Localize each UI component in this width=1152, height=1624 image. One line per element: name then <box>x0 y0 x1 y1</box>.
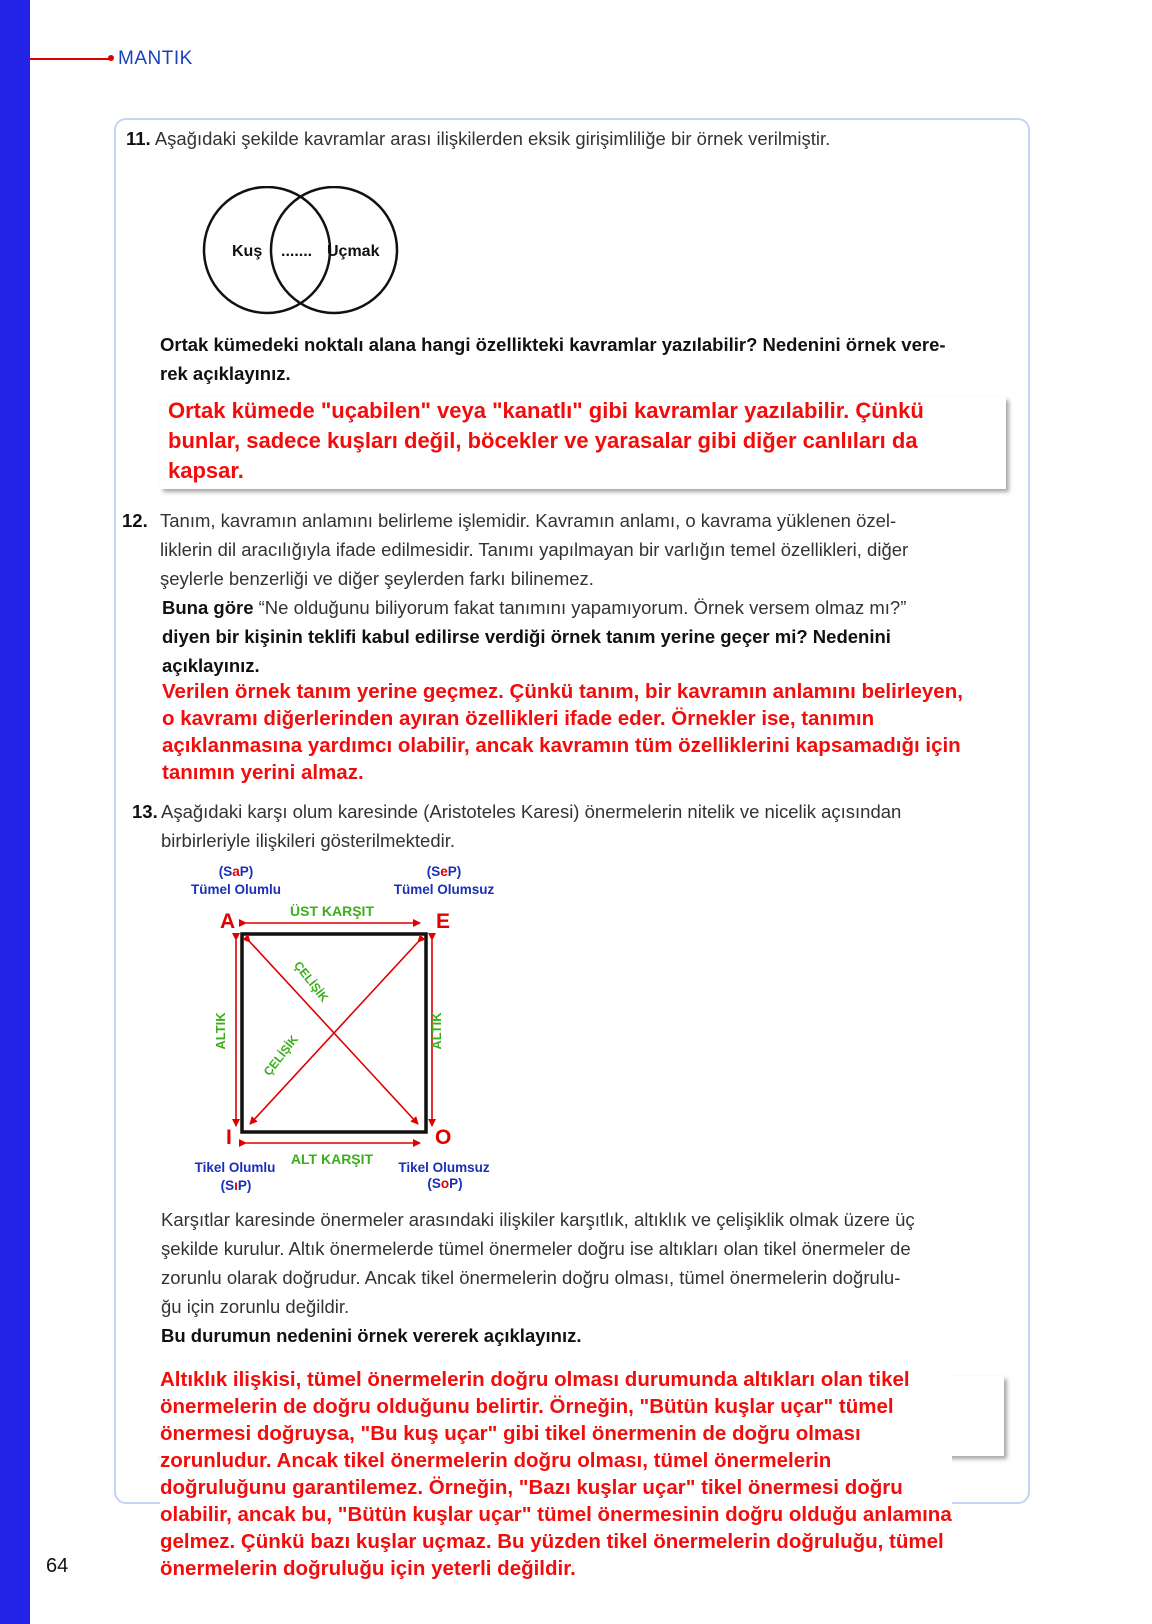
q13-answer <box>160 1366 952 1582</box>
q11-answer <box>168 396 924 486</box>
q12-number <box>122 506 148 535</box>
q11-question-line: Ortak kümedeki noktalı alana hangi özellikteki kavramlar yazılabilir? Nedenini örnek vere- <box>160 334 946 355</box>
q12-number-text: 12. <box>122 510 148 531</box>
q13-answer-line: gelmez. Çünkü bazı kuşlar uçmaz. Bu yüzden tikel önermelerin doğruluğu, tümel <box>160 1530 944 1553</box>
page-number: 64 <box>46 1555 69 1577</box>
q13-answer-line: olabilir, ancak bu, "Bütün kuşlar uçar" tümel önermesinin doğru olduğu anlamına <box>160 1503 952 1526</box>
letter-a: A <box>220 910 236 933</box>
q13-answer-line: önermelerin doğruluğu için yeterli değildir. <box>160 1557 576 1580</box>
q13-paragraph <box>161 1205 1031 1350</box>
q13-number <box>132 797 158 826</box>
q13-answer-line: doğruluğunu garantilemez. Örneğin, "Bazı kuşlar uçar" tikel önermesi doğru <box>160 1476 903 1499</box>
q12-answer-line: tanımın yerini almaz. <box>162 761 364 784</box>
q12-prompt <box>160 593 1020 622</box>
q13-text <box>161 797 1021 855</box>
label-top-contrary: ÜST KARŞIT <box>290 903 374 919</box>
q13-answer-line: Altıklık ilişkisi, tümel önermelerin doğru olması durumunda altıkları olan tikel <box>160 1368 910 1391</box>
code-bottom-right: (SoP) <box>427 1176 463 1191</box>
name-bottom-left: Tikel Olumlu <box>194 1160 276 1175</box>
letter-e: E <box>436 910 451 933</box>
q13-answer-line: zorunludur. Ancak tikel önermelerin doğru olması, tümel önermelerin <box>160 1449 832 1472</box>
venn-diagram <box>200 186 400 322</box>
q12-answer-line: Verilen örnek tanım yerine geçmez. Çünkü tanım, bir kavramın anlamını belirleyen, <box>162 680 963 703</box>
q11-text <box>126 124 830 153</box>
q12-text-line: liklerin dil aracılığıyla ifade edilmesidir. Tanımı yapılmayan bir varlığın temel özellikleri, diğer <box>160 539 909 560</box>
q13-number-text: 13. <box>132 801 158 822</box>
q12-answer-line: açıklanmasına yardımcı olabilir, ancak kavramın tüm özelliklerini kapsamadığı için <box>162 734 961 757</box>
q11-answer-line: kapsar. <box>168 458 244 483</box>
q12-text <box>160 506 1020 680</box>
q11-answer-line: bunlar, sadece kuşları değil, böcekler ve yarasalar gibi diğer canlıları da <box>168 428 918 453</box>
q11-answer-line: Ortak kümede "uçabilen" veya "kanatlı" gibi kavramlar yazılabilir. Çünkü <box>168 398 924 423</box>
label-diagonal-1: ÇELİŞİK <box>291 958 332 1005</box>
header-title: MANTIK <box>118 48 193 69</box>
q13-para-line: şekilde kurulur. Altık önermelerde tümel önermeler doğru ise altıkları olan tikel önermeler de <box>161 1238 911 1259</box>
q13-answer-line: önermesi doğruysa, "Bu kuş uçar" gibi tikel önermenin de doğru olması <box>160 1422 861 1445</box>
code-top-right: (SeP) <box>426 864 462 879</box>
q13-answer-line: önermelerin de doğru olduğunu belirtir. Örneğin, "Bütün kuşlar uçar" tümel <box>160 1395 894 1418</box>
q11-body: Aşağıdaki şekilde kavramlar arası ilişkilerden eksik girişimliliğe bir örnek verilmiştir. <box>154 128 831 149</box>
code-bottom-left: (SıP) <box>220 1178 252 1193</box>
q13-text-line: Aşağıdaki karşı olum karesinde (Aristoteles Karesi) önermelerin nitelik ve nicelik açısından <box>161 801 902 822</box>
q13-para-line: Karşıtlar karesinde önermeler arasındaki ilişkiler karşıtlık, altıklık ve çelişiklik olmak üzere üç <box>161 1209 915 1230</box>
q12-prompt-quote: “Ne olduğunu biliyorum fakat tanımını yapamıyorum. Örnek versem olmaz mı?” <box>253 597 907 618</box>
name-bottom-right: Tikel Olumsuz <box>398 1160 490 1175</box>
letter-i: I <box>226 1126 232 1149</box>
q12-prompt-bold: Buna göre <box>162 597 254 618</box>
label-right-subaltern: ALTIK <box>429 1012 444 1050</box>
q11-number: 11. <box>126 128 151 149</box>
venn-center-label: ....... <box>281 243 313 260</box>
label-diagonal-2: ÇELİŞİK <box>260 1032 301 1079</box>
left-margin-bar <box>0 0 30 1624</box>
code-top-left: (SaP) <box>218 864 254 879</box>
q13-para-line: ğu için zorunlu değildir. <box>161 1296 350 1317</box>
name-top-right: Tümel Olumsuz <box>393 882 495 897</box>
header-rule <box>30 58 110 60</box>
q12-text-line: Tanım, kavramın anlamını belirleme işlemidir. Kavramın anlamı, o kavrama yüklenen özel- <box>160 510 897 531</box>
q13-para-line: zorunlu olarak doğrudur. Ancak tikel önermelerin doğru olması, tümel önermelerin doğrulu- <box>161 1267 901 1288</box>
aristotle-square <box>180 860 520 1196</box>
label-bottom-subcontrary: ALT KARŞIT <box>290 1151 374 1167</box>
name-top-left: Tümel Olumlu <box>190 882 282 897</box>
q12-question-line: diyen bir kişinin teklifi kabul edilirse verdiği örnek tanım yerine geçer mi? Nedenini <box>162 626 891 647</box>
q13-question: Bu durumun nedenini örnek vererek açıklayınız. <box>161 1325 582 1346</box>
label-left-subaltern: ALTIK <box>213 1012 228 1050</box>
q12-answer <box>162 678 963 786</box>
q13-text-line: birbirleriyle ilişkileri gösterilmektedir. <box>161 830 456 851</box>
q11-question <box>160 330 1020 388</box>
q12-answer-line: o kavramı diğerlerinden ayıran özellikleri ifade eder. Örnekler ise, tanımın <box>162 707 875 730</box>
venn-right-label: Uçmak <box>327 243 380 260</box>
q12-text-line: şeylerle benzerliği ve diğer şeylerden farkı bilinemez. <box>160 568 594 589</box>
header-rule-dot <box>108 55 114 61</box>
q11-question-line: rek açıklayınız. <box>160 363 291 384</box>
venn-left-label: Kuş <box>232 243 263 260</box>
letter-o: O <box>435 1126 452 1149</box>
q12-question-line: açıklayınız. <box>162 655 260 676</box>
